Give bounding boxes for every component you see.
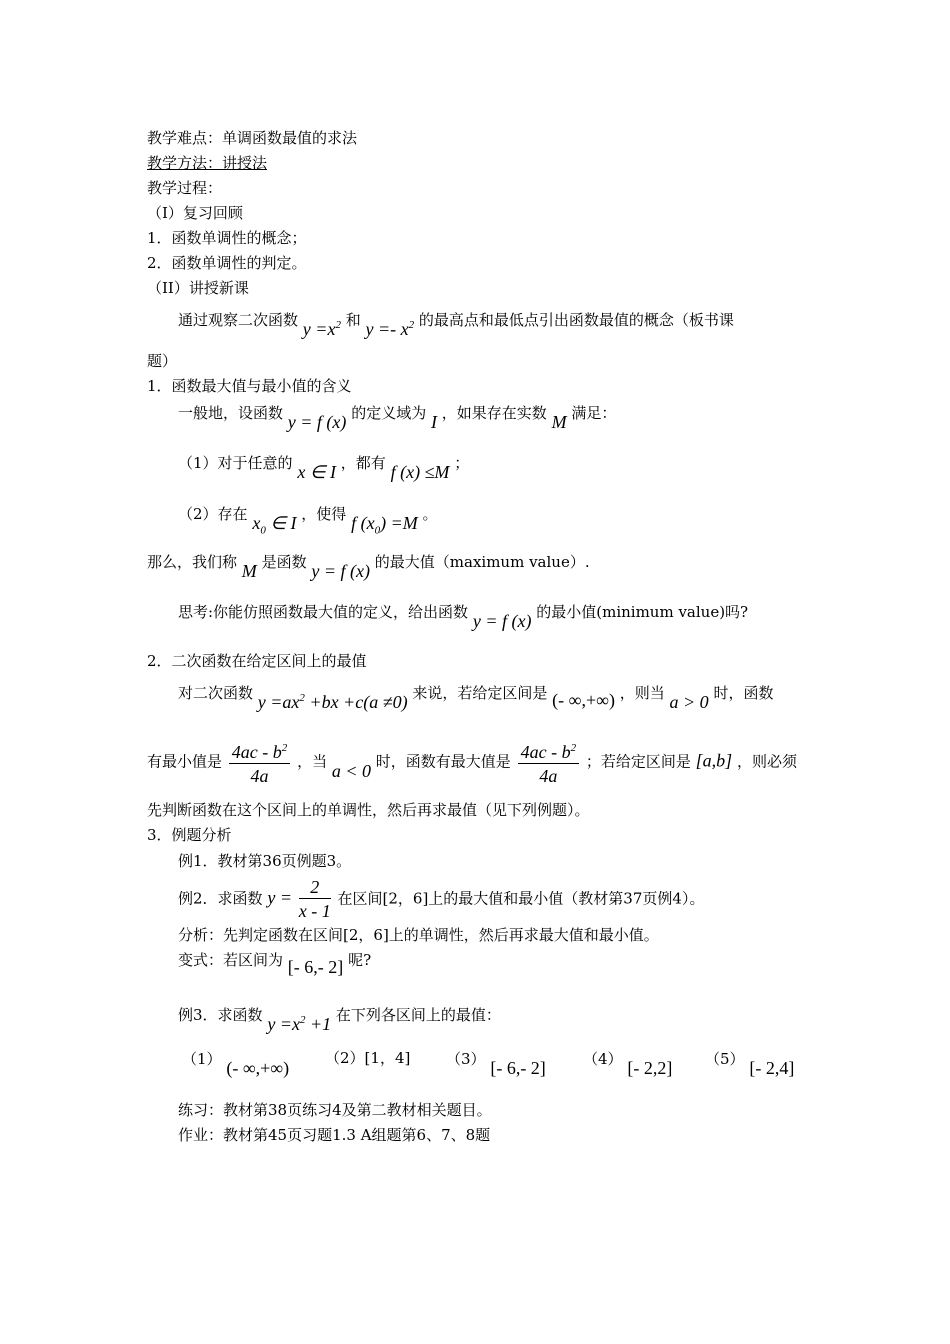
ex3-item-5-label: （5） <box>705 1050 745 1068</box>
formula-a-gt-0: a > 0 <box>669 692 709 712</box>
frac-num <box>518 737 579 764</box>
p1-d: 时，函数 <box>713 684 774 702</box>
x-var: x <box>327 319 336 339</box>
concl-b: 是函数 <box>261 553 307 571</box>
ex2-b: 在区间[2，6]上的最大值和最小值（教材第37页例4）。 <box>337 889 705 908</box>
symbol-M: M <box>241 561 257 581</box>
formula-y-fx: y = f (x) <box>472 611 532 631</box>
section2-para-2 <box>147 737 797 788</box>
review-item-2: 2．函数单调性的判定。 <box>147 254 307 272</box>
ex3-item-4-label: （4） <box>583 1050 623 1068</box>
teaching-method <box>147 153 267 173</box>
formula-quadratic <box>258 692 408 712</box>
p1-b: 来说，若给定区间是 <box>412 684 548 702</box>
cond2-c: 。 <box>422 505 438 523</box>
ex3-plus: +1 <box>305 1014 332 1034</box>
analysis-line: 分析：先判定函数在区间[2，6]上的单调性，然后再求最大值和最小值。 <box>178 926 659 944</box>
ex3-item-4 <box>583 1048 673 1078</box>
cond2-b: ，使得 <box>301 505 347 523</box>
fx0-sub: 0 <box>374 524 381 537</box>
def-b: 的定义域为 <box>351 404 427 422</box>
x0-in-I: ∈ I <box>265 513 297 533</box>
frac-num-text: 4ac - b <box>520 742 571 762</box>
concl-a: 那么，我们称 <box>147 553 238 571</box>
review-item-1: 1．函数单调性的概念； <box>147 229 307 247</box>
review-title: （I）复习回顾 <box>147 204 243 222</box>
formula-y-x2 <box>303 319 341 339</box>
teaching-difficulty: 教学难点：单调函数最值的求法 <box>147 129 358 147</box>
p1-c: ，则当 <box>619 684 665 702</box>
think-b: 的最小值(minimum value)吗? <box>536 603 749 621</box>
formula-y-fx: y = f (x) <box>311 561 370 581</box>
interval-m6-m2: [- 6,- 2] <box>287 957 344 977</box>
conclusion-line <box>147 551 590 581</box>
ex2-den: x - 1 <box>298 901 331 921</box>
intro-line <box>178 305 734 339</box>
ex2-y-eq: y = <box>267 887 292 908</box>
p2-d: ；若给定区间是 <box>585 752 691 771</box>
ex3-item-4-interval: [- 2,2] <box>627 1058 673 1078</box>
y-eq: y = <box>302 319 328 339</box>
fraction-ex2 <box>299 876 331 923</box>
ex3-item-3-label: （3） <box>446 1050 486 1068</box>
quad-a: y =ax <box>257 692 300 712</box>
interval-a-b: [a,b] <box>695 750 733 771</box>
neg-x: - x <box>390 319 409 339</box>
formula-fx0-eq-M <box>351 513 418 537</box>
cond1-c: ； <box>454 454 470 472</box>
intro-text-c: 题） <box>147 352 178 370</box>
fraction-min-value <box>229 737 290 788</box>
example-1: 例1．教材第36页例题3。 <box>178 852 352 870</box>
cond2-a: （2）存在 <box>178 505 248 523</box>
x0-sub: 0 <box>260 524 266 537</box>
homework-line: 作业：教材第45页习题1.3 A组题第6、7、8题 <box>178 1126 491 1144</box>
section2-para-1 <box>178 678 774 712</box>
formula-fx-le-M: f (x) ≤M <box>390 462 450 482</box>
fraction-max-value <box>518 737 579 788</box>
ex3-item-1-label: （1） <box>182 1050 222 1068</box>
def-d: 满足： <box>571 404 617 422</box>
section1-title: 1．函数最大值与最小值的含义 <box>147 377 352 395</box>
frac-den: 4a <box>250 766 269 786</box>
variant-a: 变式：若区间为 <box>178 951 284 969</box>
p2-c: 时，函数有最大值是 <box>375 752 511 771</box>
ex3-item-1-interval: (- ∞,+∞) <box>226 1058 290 1078</box>
ex2-num: 2 <box>299 876 331 899</box>
symbol-M: M <box>551 412 567 432</box>
sq: 2 <box>299 692 305 704</box>
teaching-method-text: 教学方法：讲授法 <box>147 154 268 172</box>
p2-e: ，则必须 <box>736 752 797 771</box>
example-2 <box>178 876 704 923</box>
ex3-item-2: （2）[1，4] <box>325 1049 411 1067</box>
sq: 2 <box>281 742 288 754</box>
new-lesson-title: （II）讲授新课 <box>147 279 249 297</box>
think-a: 思考:你能仿照函数最大值的定义，给出函数 <box>178 603 469 621</box>
symbol-I: I <box>431 412 437 432</box>
ex3-b: 在下列各区间上的最值： <box>335 1006 501 1024</box>
formula-y-neg-x2 <box>366 319 415 339</box>
fx0-b: ) =M <box>380 513 418 533</box>
ex3-fn: y =x <box>267 1014 300 1034</box>
ex3-item-5-interval: [- 2,4] <box>749 1058 795 1078</box>
sq: 2 <box>299 1014 306 1026</box>
intro-text-a: 通过观察二次函数 <box>178 311 299 329</box>
p2-a: 有最小值是 <box>147 752 223 771</box>
frac-num <box>229 737 290 764</box>
formula-x-in-I: x ∈ I <box>297 462 336 482</box>
section2-title: 2．二次函数在给定区间上的最值 <box>147 652 367 670</box>
ex3-a: 例3．求函数 <box>178 1006 263 1024</box>
ex2-a: 例2．求函数 <box>178 889 263 908</box>
cond1-a: （1）对于任意的 <box>178 454 293 472</box>
section3-title: 3．例题分析 <box>147 826 232 844</box>
teaching-process: 教学过程： <box>147 179 223 197</box>
ex3-item-3 <box>446 1048 546 1078</box>
example-3 <box>178 1000 501 1034</box>
condition-1 <box>178 452 470 482</box>
ex3-item-1 <box>182 1048 290 1078</box>
formula-x0-in-I <box>252 513 297 537</box>
p2-b: ，当 <box>297 752 328 771</box>
ex3-item-5 <box>705 1048 795 1078</box>
frac-num-text: 4ac - b <box>231 742 282 762</box>
formula-ex3 <box>267 1014 331 1034</box>
interval-all-reals: (- ∞,+∞) <box>552 690 615 710</box>
frac-den: 4a <box>539 766 558 786</box>
sq: 2 <box>570 742 577 754</box>
variant-b: 呢? <box>348 951 372 969</box>
quad-rest: +bx +c(a ≠0) <box>304 692 408 712</box>
ex3-item-3-interval: [- 6,- 2] <box>490 1058 546 1078</box>
concl-c: 的最大值（maximum value）. <box>374 553 590 571</box>
sq: 2 <box>408 319 415 331</box>
definition-line <box>178 402 617 432</box>
section2-para-3: 先判断函数在这个区间上的单调性，然后再求最值（见下列例题）。 <box>147 801 590 819</box>
cond1-b: ，都有 <box>340 454 386 472</box>
y-eq: y = <box>365 319 391 339</box>
variant-line <box>178 949 372 977</box>
practice-line: 练习：教材第38页练习4及第二教材相关题目。 <box>178 1101 492 1119</box>
x0-x: x <box>252 513 261 533</box>
intro-and: 和 <box>345 311 361 329</box>
formula-y-fx: y = f (x) <box>287 412 347 432</box>
formula-a-lt-0: a < 0 <box>331 760 372 781</box>
condition-2 <box>178 503 438 537</box>
def-a: 一般地，设函数 <box>178 404 284 422</box>
sq: 2 <box>335 319 341 331</box>
p1-a: 对二次函数 <box>178 684 254 702</box>
fx0-a: f (x <box>351 513 375 533</box>
def-c: ，如果存在实数 <box>441 404 547 422</box>
think-line <box>178 601 749 631</box>
intro-text-b: 的最高点和最低点引出函数最值的概念（板书课 <box>418 311 734 329</box>
